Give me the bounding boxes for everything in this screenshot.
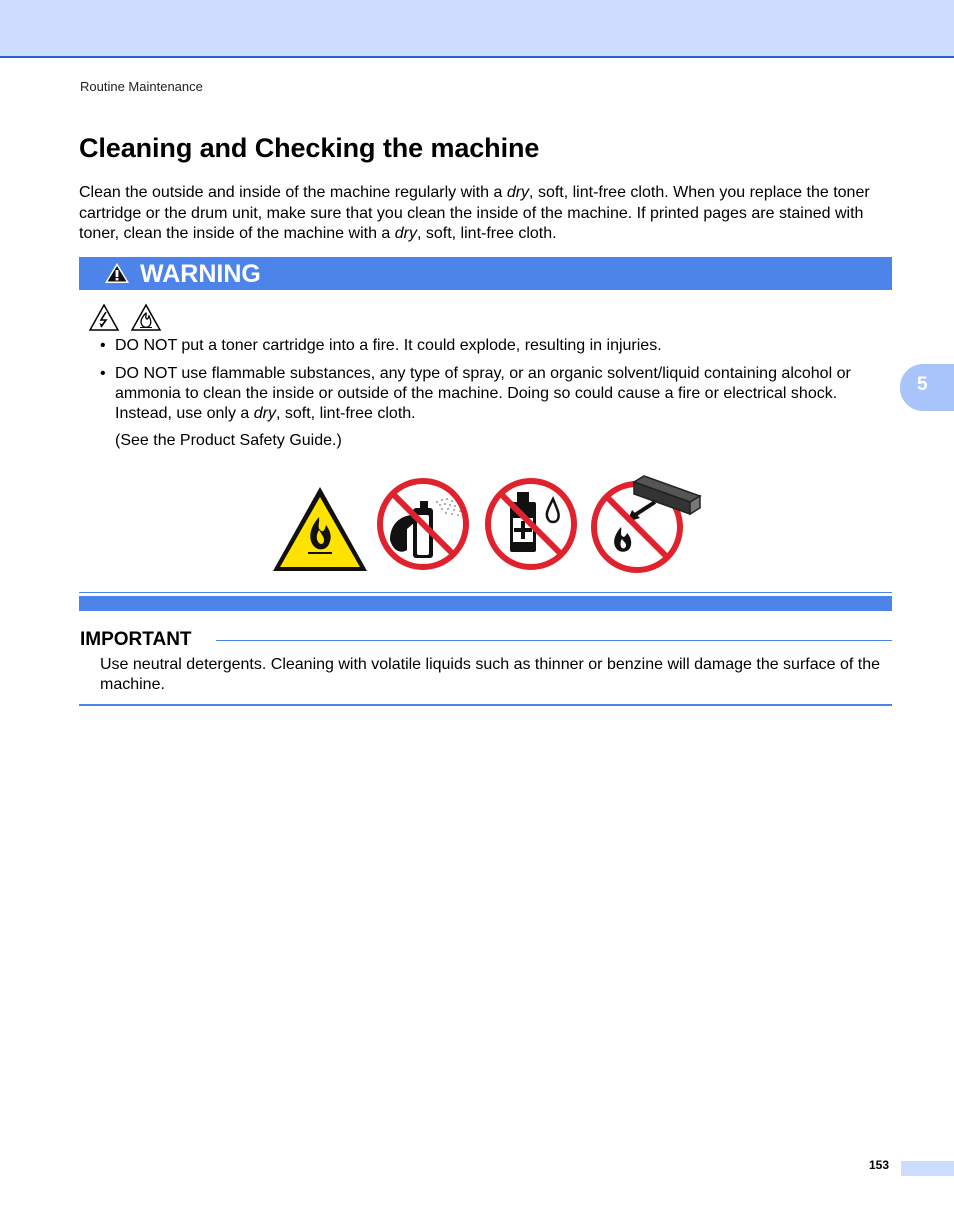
electrical-hazard-icon bbox=[90, 305, 118, 330]
fire-hazard-icon bbox=[132, 305, 160, 330]
flammable-warning-icon bbox=[273, 487, 367, 571]
intro-paragraph: Clean the outside and inside of the machine regularly with a dry, soft, lint-free cloth. When you replace the toner cartridge or the drum unit, make sure that you clean the inside of the machine. If printed pages are stained with toner, clean the inside of the machine with a dry, soft, lint-free cloth. bbox=[79, 184, 870, 242]
warning-bullet: • DO NOT put a toner cartridge into a fire. It could explode, resulting in injuries. bbox=[100, 337, 662, 354]
safety-pictograms bbox=[272, 472, 702, 574]
hazard-icons bbox=[89, 303, 169, 338]
warning-triangle-icon bbox=[104, 262, 130, 284]
no-solvent-icon bbox=[488, 481, 574, 567]
warning-footer-rule bbox=[79, 592, 892, 593]
warning-footer-bar bbox=[79, 596, 892, 611]
warning-title: WARNING bbox=[140, 260, 261, 288]
chapter-number: 5 bbox=[917, 374, 928, 395]
important-bottom-rule bbox=[79, 704, 892, 706]
no-fire-cartridge-icon bbox=[594, 476, 700, 570]
important-title: IMPORTANT bbox=[80, 629, 192, 650]
breadcrumb: Routine Maintenance bbox=[80, 79, 203, 94]
page-number: 153 bbox=[869, 1158, 890, 1172]
header-rule bbox=[0, 56, 954, 58]
header-band bbox=[0, 0, 954, 56]
bullet-dot: • bbox=[100, 365, 106, 382]
important-text: Use neutral detergents. Cleaning with volatile liquids such as thinner or benzine will damage the surface of the machine. bbox=[100, 656, 880, 693]
page-number-tab bbox=[901, 1161, 954, 1176]
bullet-dot: • bbox=[100, 337, 106, 354]
warning-bullet-list bbox=[100, 336, 892, 432]
see-safety-guide: (See the Product Safety Guide.) bbox=[115, 432, 342, 449]
no-spray-icon bbox=[380, 481, 466, 567]
warning-bullet: • DO NOT use flammable substances, any type of spray, or an organic solvent/liquid containing alcohol or ammonia to clean the inside or outside of the machine. Doing so could cause a fire or electrical shock. Instead, use only a dry, soft, lint-free cloth. bbox=[100, 365, 851, 422]
page-title: Cleaning and Checking the machine bbox=[79, 133, 540, 163]
important-rule bbox=[216, 640, 892, 641]
